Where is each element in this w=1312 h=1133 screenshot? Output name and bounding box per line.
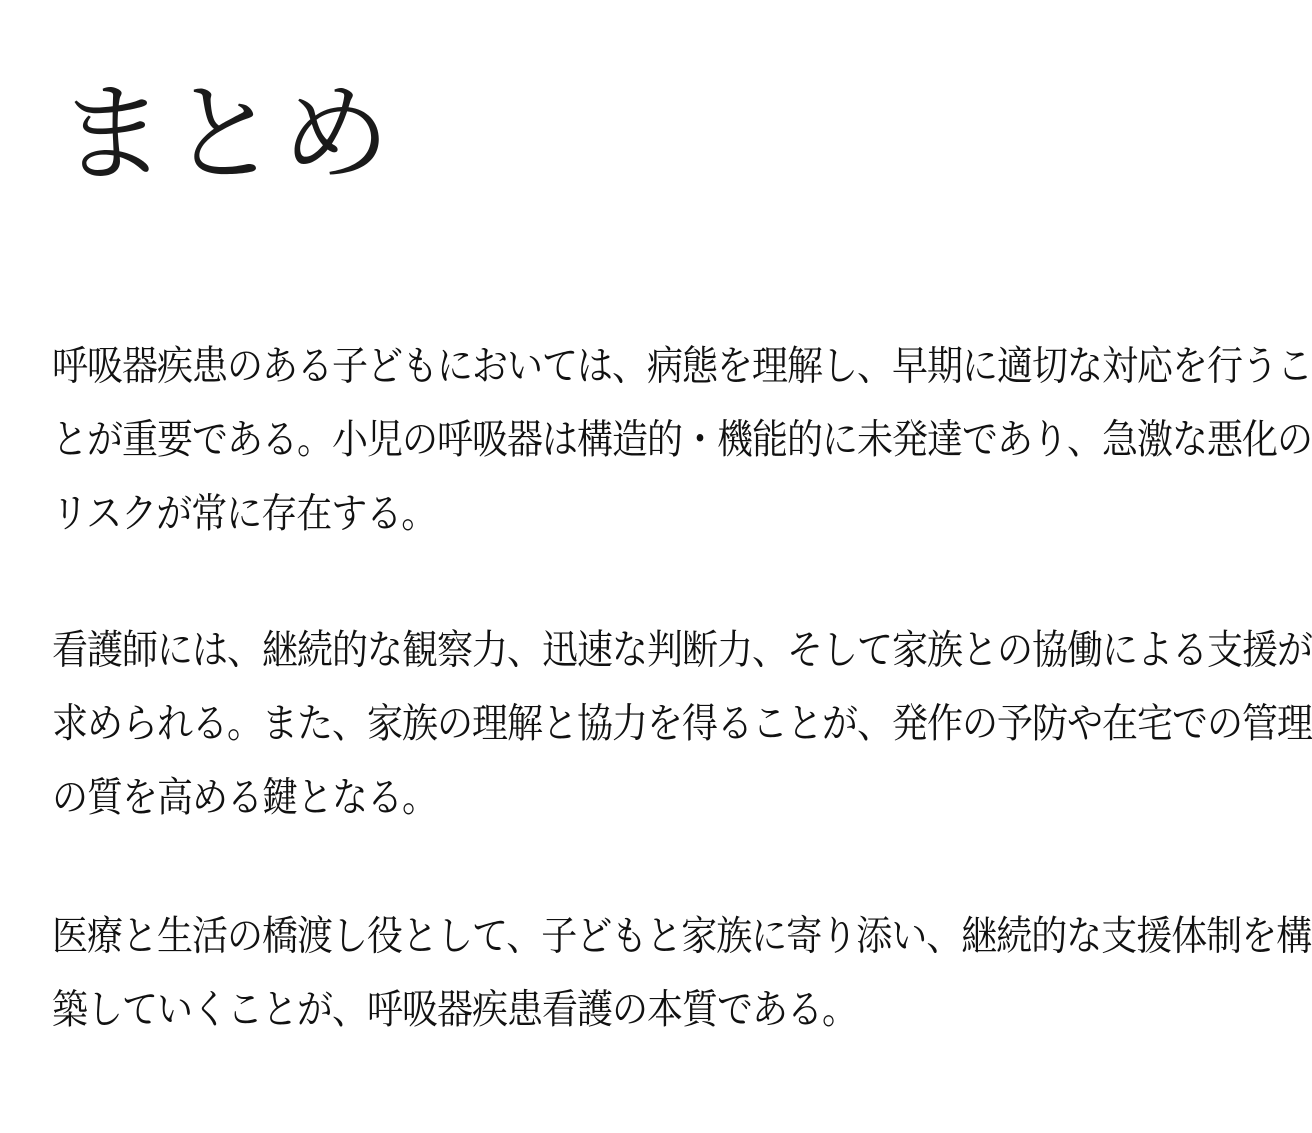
paragraph-2-line-1: 看護師には、継続的な観察力、迅速な判断力、そして家族との協働による支援が <box>52 627 1312 674</box>
paragraph-3-line-2: 築していくことが、呼吸器疾患看護の本質である。 <box>52 987 858 1034</box>
paragraph-3 <box>52 900 1312 1048</box>
paragraph-3-line-1: 医療と生活の橋渡し役として、子どもと家族に寄り添い、継続的な支援体制を構 <box>52 913 1312 960</box>
paragraph-1-line-2: とが重要である。小児の呼吸器は構造的・機能的に未発達であり、急激な悪化の <box>52 417 1312 464</box>
paragraph-1 <box>52 330 1312 552</box>
paragraph-2 <box>52 614 1312 836</box>
paragraph-1-line-3: リスクが常に存在する。 <box>52 491 437 538</box>
paragraph-2-line-3: の質を高める鍵となる。 <box>52 775 438 822</box>
paragraph-1-line-1: 呼吸器疾患のある子どもにおいては、病態を理解し、早期に適切な対応を行うこ <box>52 343 1312 390</box>
page-title: まとめ <box>58 72 395 197</box>
paragraph-2-line-2: 求められる。また、家族の理解と協力を得ることが、発作の予防や在宅での管理 <box>52 701 1312 748</box>
